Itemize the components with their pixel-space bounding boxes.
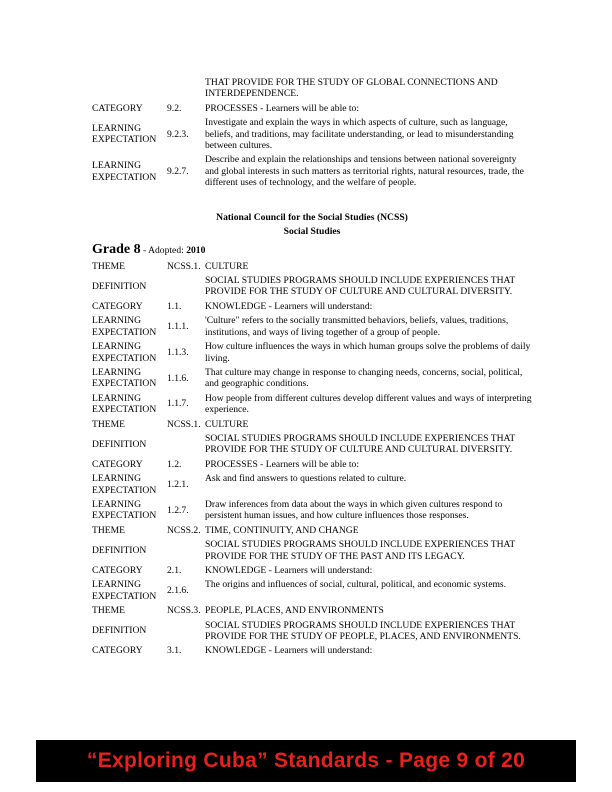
row-text: CULTURE [205, 260, 249, 272]
row-label: DEFINITION [92, 438, 147, 450]
row-text: TIME, CONTINUITY, AND CHANGE [205, 524, 359, 536]
standard-row [92, 393, 532, 416]
grade-label: Grade 8 [92, 241, 141, 257]
standard-row [92, 103, 532, 114]
standard-row [92, 433, 532, 456]
row-text: That culture may change in response to changing needs, concerns, social, political, and geographic conditions. [205, 366, 523, 390]
row-label: DEFINITION [92, 625, 147, 637]
standard-row [92, 605, 532, 616]
row-code: 9.2.7. [167, 165, 189, 177]
row-label: CATEGORY [92, 458, 143, 470]
row-code: 2.1.6. [167, 585, 189, 597]
row-label: LEARNING EXPECTATION [92, 341, 157, 364]
row-label [92, 77, 167, 100]
standard-row [92, 525, 532, 536]
grade-line [92, 242, 532, 258]
row-label: DEFINITION [92, 544, 147, 556]
standards-content [92, 77, 532, 660]
row-text: SOCIAL STUDIES PROGRAMS SHOULD INCLUDE EXPERIENCES THAT PROVIDE FOR THE STUDY OF CULTURE AND CULTURAL DIVERSITY. [205, 275, 516, 298]
footer-text: “Exploring Cuba” Standards - Page 9 of 20 [86, 749, 526, 772]
subject-heading: Social Studies [283, 225, 341, 237]
row-code [167, 77, 205, 100]
standard-row [92, 473, 532, 496]
row-code: NCSS.1. [167, 260, 201, 272]
row-code: 1.1.3. [167, 346, 189, 358]
adopted-year: 2010 [186, 244, 206, 256]
row-text: PROCESSES - Learners will be able to: [205, 458, 360, 470]
row-text: SOCIAL STUDIES PROGRAMS SHOULD INCLUDE EXPERIENCES THAT PROVIDE FOR THE STUDY OF PEOPLE, PLACES, AND ENVIRONMENTS. [205, 619, 521, 643]
row-code: 1.1.6. [167, 372, 189, 384]
row-code: 3.1. [167, 645, 182, 657]
row-text: 'Culture" refers to the socially transmitted behaviors, beliefs, values, traditions, institutions, and ways of living together of a group of people. [205, 315, 509, 338]
row-code: 2.1. [167, 565, 182, 576]
row-text: KNOWLEDGE - Learners will understand: [205, 300, 373, 312]
main-rows [92, 261, 532, 657]
row-label: CATEGORY [92, 645, 143, 657]
standard-row [92, 367, 532, 390]
org-heading: National Council for the Social Studies (NCSS) [216, 211, 408, 223]
standard-row [92, 645, 532, 656]
standard-row [92, 579, 532, 602]
row-label: DEFINITION [92, 280, 147, 292]
row-code: 1.2. [167, 458, 182, 470]
row-label: LEARNING EXPECTATION [92, 366, 157, 390]
row-code: 1.2.7. [167, 504, 189, 516]
standard-row [92, 565, 532, 576]
row-label: LEARNING EXPECTATION [92, 392, 157, 416]
footer-banner [36, 740, 576, 782]
row-code [167, 275, 205, 298]
row-text: PROCESSES - Learners will be able to: [205, 102, 360, 114]
standard-row [92, 419, 532, 430]
standard-row [92, 499, 532, 522]
row-label: THEME [92, 418, 126, 430]
row-text: SOCIAL STUDIES PROGRAMS SHOULD INCLUDE EXPERIENCES THAT PROVIDE FOR THE STUDY OF CULTURE AND CULTURAL DIVERSITY. [205, 432, 516, 456]
row-code [167, 539, 205, 562]
row-text: THAT PROVIDE FOR THE STUDY OF GLOBAL CONNECTIONS AND INTERDEPENDENCE. [205, 77, 498, 100]
row-text: KNOWLEDGE - Learners will understand: [205, 565, 373, 576]
row-code: 1.1. [167, 300, 182, 312]
row-label: THEME [92, 260, 126, 272]
row-label: LEARNING EXPECTATION [92, 315, 157, 338]
standard-row [92, 620, 532, 643]
standard-row [92, 341, 532, 364]
standard-row [92, 117, 532, 151]
row-code: NCSS.1. [167, 418, 201, 430]
row-text: Draw inferences from data about the ways in which given cultures respond to persistent human issues, and how culture influences those responses. [205, 498, 503, 522]
row-text: CULTURE [205, 418, 249, 430]
row-text: PEOPLE, PLACES, AND ENVIRONMENTS [205, 605, 384, 617]
row-label: CATEGORY [92, 300, 143, 312]
row-code [167, 620, 205, 643]
standard-row [92, 77, 532, 100]
row-code: 9.2. [167, 102, 182, 114]
standard-row [92, 301, 532, 312]
row-code: 1.2.1. [167, 478, 189, 490]
row-label: CATEGORY [92, 565, 143, 576]
row-text: SOCIAL STUDIES PROGRAMS SHOULD INCLUDE EXPERIENCES THAT PROVIDE FOR THE STUDY OF THE PAST AND ITS LEGACY. [205, 539, 516, 562]
standard-row [92, 275, 532, 298]
standard-row [92, 315, 532, 338]
row-text: KNOWLEDGE - Learners will understand: [205, 645, 373, 657]
row-code: 1.1.1. [167, 320, 189, 332]
row-label: LEARNING EXPECTATION [92, 473, 157, 496]
row-text: How people from different cultures develop different values and ways of interpreting experience. [205, 392, 532, 416]
standard-row [92, 539, 532, 562]
row-code: NCSS.3. [167, 605, 201, 617]
row-label: LEARNING EXPECTATION [92, 122, 157, 146]
row-label: LEARNING EXPECTATION [92, 498, 157, 522]
row-text: Investigate and explain the ways in which aspects of culture, such as language, beliefs, and traditions, may facilitate understanding, or lead to misunderstanding between cultures. [205, 117, 514, 152]
row-label: THEME [92, 605, 126, 617]
row-code: 9.2.3. [167, 128, 189, 140]
row-text: Ask and find answers to questions related to culture. [205, 473, 407, 485]
row-label: LEARNING EXPECTATION [92, 579, 157, 602]
standard-row [92, 459, 532, 470]
standard-row [92, 261, 532, 272]
row-code: NCSS.2. [167, 524, 201, 536]
row-label: CATEGORY [92, 102, 143, 114]
row-text: How culture influences the ways in which human groups solve the problems of daily living. [205, 341, 531, 364]
standard-row [92, 154, 532, 188]
row-label: THEME [92, 524, 126, 536]
row-code [167, 433, 205, 456]
row-text: Describe and explain the relationships and tensions between national sovereignty and global interests in such matters as territorial rights, natural resources, trade, the different uses of technology, and the welfare of people. [205, 154, 524, 189]
adopted-prefix: - Adopted: [140, 244, 187, 256]
row-code: 1.1.7. [167, 398, 189, 410]
top-rows [92, 77, 532, 189]
row-label: LEARNING EXPECTATION [92, 160, 157, 183]
row-text: The origins and influences of social, cultural, political, and economic systems. [205, 579, 507, 591]
